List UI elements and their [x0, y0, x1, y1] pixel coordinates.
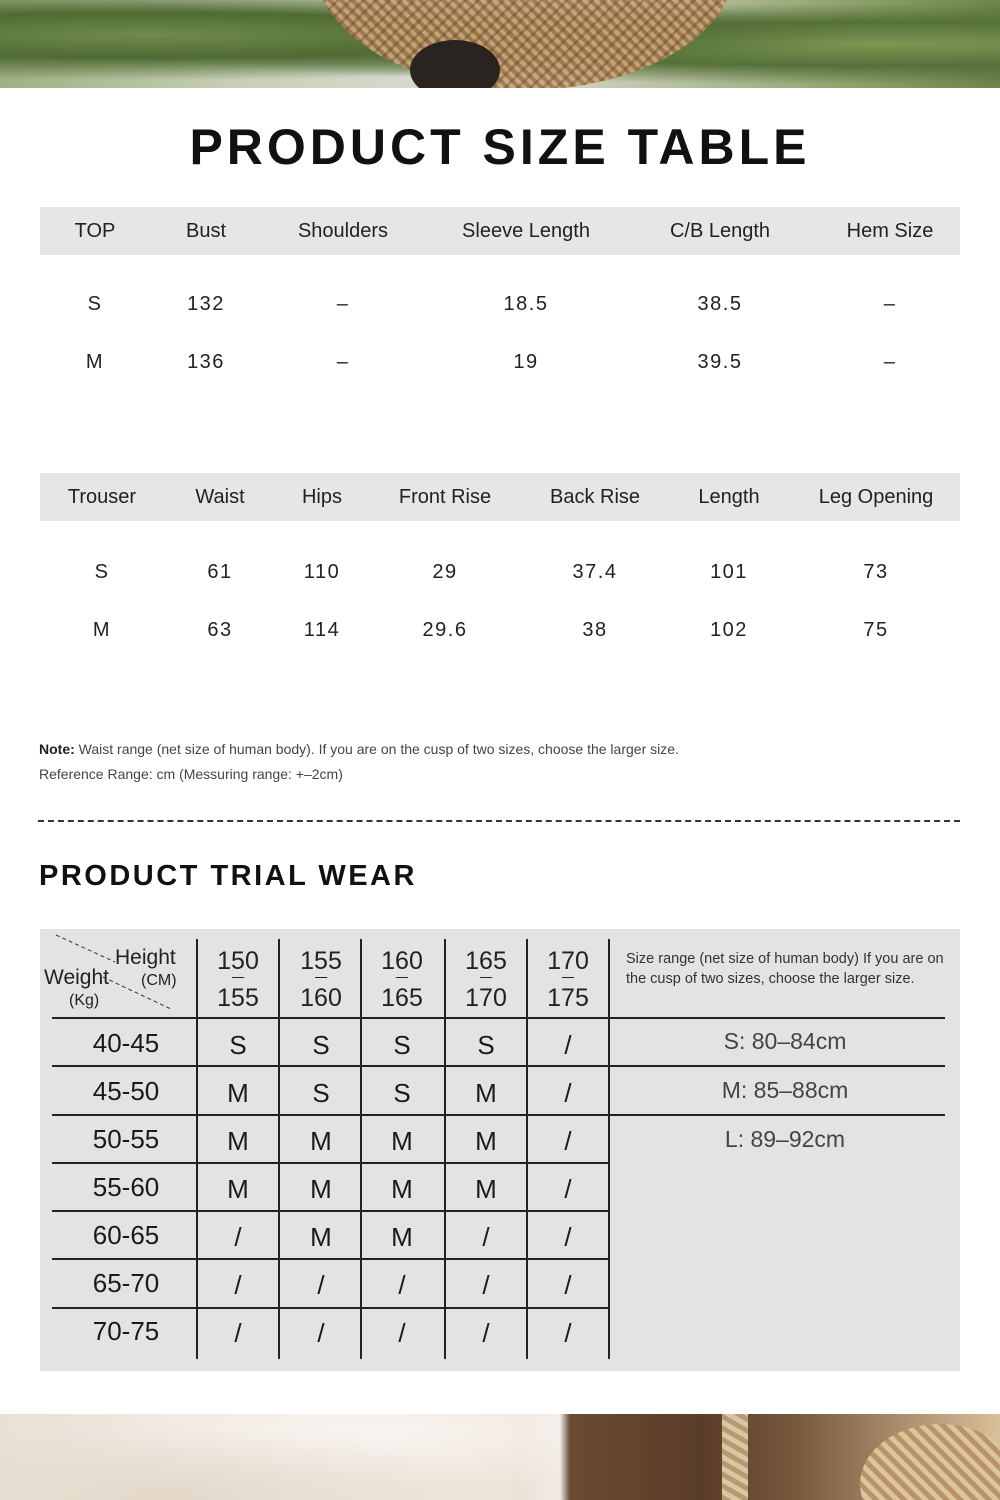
size-cell: M: [227, 1126, 249, 1156]
size-cell: M: [475, 1174, 497, 1204]
note-label: Note:: [39, 741, 75, 757]
top-header-cell: Hem Size: [846, 220, 934, 242]
height-header: [300, 943, 342, 1017]
top-cell: –: [883, 293, 897, 315]
weight-label: 45-50: [92, 1076, 160, 1106]
corner-height-label: Height: [115, 946, 176, 969]
size-cell: /: [482, 1270, 490, 1300]
page-title: PRODUCT SIZE TABLE: [189, 119, 811, 175]
height-to: 165: [381, 984, 423, 1012]
corner-weight-label: Weight: [44, 966, 109, 989]
trouser-cell: 38: [582, 619, 608, 641]
grid-line: [526, 939, 528, 1359]
height-header: [217, 943, 259, 1017]
table-row: [40, 275, 960, 333]
top-cell: –: [336, 351, 350, 373]
trouser-cell: 63: [207, 619, 233, 641]
size-cell: M: [391, 1174, 413, 1204]
height-from: 170: [547, 947, 589, 975]
size-cell: /: [564, 1078, 572, 1108]
height-from: 165: [465, 947, 507, 975]
hero-photo-bottom: [0, 1414, 1000, 1500]
height-to: 175: [547, 984, 589, 1012]
trouser-cell: 29: [432, 561, 458, 583]
height-header: [547, 943, 589, 1017]
size-cell: M: [310, 1222, 332, 1252]
size-cell: M: [227, 1174, 249, 1204]
trouser-header-cell: Trouser: [67, 486, 137, 508]
top-header-cell: TOP: [74, 220, 116, 242]
height-to: 160: [300, 984, 342, 1012]
straw-hat-image: [315, 0, 735, 88]
size-cell: M: [475, 1126, 497, 1156]
grid-line: [52, 1307, 609, 1309]
size-cell: S: [229, 1030, 247, 1060]
size-cell: /: [234, 1270, 242, 1300]
trouser-cell: 102: [710, 619, 748, 641]
grid-line: [52, 1162, 609, 1164]
trial-wear-table: [40, 929, 960, 1371]
size-cell: /: [564, 1318, 572, 1348]
weight-label: 55-60: [92, 1172, 160, 1202]
size-cell: /: [398, 1270, 406, 1300]
top-cell: 18.5: [503, 293, 549, 315]
fabric-image: [0, 1414, 560, 1500]
grid-line: [608, 939, 610, 1359]
weight-label: 60-65: [92, 1220, 160, 1250]
trouser-cell: 110: [303, 561, 341, 583]
size-cell: S: [312, 1030, 330, 1060]
top-cell: 38.5: [697, 293, 743, 315]
weight-label: 40-45: [92, 1028, 160, 1058]
table-row: [40, 333, 960, 391]
trouser-cell: 37.4: [572, 561, 618, 583]
reference-range: Reference Range: cm (Messuring range: +–2cm): [39, 766, 343, 782]
top-header-cell: Bust: [185, 220, 227, 242]
weight-label: 65-70: [92, 1268, 160, 1298]
grid-line: [52, 1114, 945, 1116]
top-header-cell: Sleeve Length: [462, 220, 590, 242]
size-cell: /: [234, 1318, 242, 1348]
top-cell: 19: [513, 351, 539, 373]
top-cell: M: [85, 351, 105, 373]
trouser-header-cell: Waist: [195, 486, 245, 508]
trouser-cell: 73: [863, 561, 889, 583]
top-header-cell: Shoulders: [297, 220, 389, 242]
top-cell: 39.5: [697, 351, 743, 373]
trouser-cell: 75: [863, 619, 889, 641]
height-header: [381, 943, 423, 1017]
top-size-table: [40, 207, 960, 391]
size-cell: /: [564, 1174, 572, 1204]
size-note: [39, 737, 679, 787]
size-cell: /: [564, 1222, 572, 1252]
trouser-header-cell: Hips: [301, 486, 343, 508]
size-cell: /: [482, 1222, 490, 1252]
table-row: [40, 601, 960, 659]
trouser-header-cell: Length: [698, 486, 760, 508]
size-cell: S: [477, 1030, 495, 1060]
trouser-table-header: [40, 473, 960, 521]
size-cell: /: [564, 1030, 572, 1060]
height-from: 155: [300, 947, 342, 975]
trouser-header-cell: Front Rise: [398, 486, 492, 508]
size-cell: M: [475, 1078, 497, 1108]
grid-line: [52, 1258, 609, 1260]
top-table-header: [40, 207, 960, 255]
height-to: 155: [217, 984, 259, 1012]
trouser-header-cell: Leg Opening: [818, 486, 934, 508]
size-cell: S: [393, 1078, 411, 1108]
note-text: Waist range (net size of human body). If you are on the cusp of two sizes, choose the larger size.: [74, 741, 679, 757]
trouser-cell: M: [92, 619, 112, 641]
size-cell: M: [391, 1126, 413, 1156]
trouser-size-table: [40, 473, 960, 659]
top-header-cell: C/B Length: [669, 220, 771, 242]
size-cell: M: [391, 1222, 413, 1252]
trouser-cell: 61: [207, 561, 233, 583]
trial-wear-title: PRODUCT TRIAL WEAR: [39, 860, 417, 892]
size-cell: /: [564, 1270, 572, 1300]
corner-kg-label: (Kg): [69, 992, 100, 1009]
size-cell: S: [393, 1030, 411, 1060]
top-cell: –: [883, 351, 897, 373]
size-cell: /: [317, 1270, 325, 1300]
hero-photo-top: [0, 0, 1000, 88]
trouser-header-cell: Back Rise: [549, 486, 641, 508]
top-cell: 136: [187, 351, 225, 373]
trouser-cell: 101: [710, 561, 748, 583]
grid-line: [278, 939, 280, 1359]
weight-label: 70-75: [92, 1316, 160, 1346]
size-range-note: Size range (net size of human body) If you are on the cusp of two sizes, choose the larger size.: [626, 951, 944, 987]
weight-label: 50-55: [92, 1124, 160, 1154]
bust-range-m: M: 85–88cm: [721, 1077, 849, 1103]
grid-line: [52, 1017, 945, 1019]
top-cell: –: [336, 293, 350, 315]
grid-line: [52, 1210, 609, 1212]
basket-image: [860, 1424, 1000, 1500]
grid-line: [360, 939, 362, 1359]
section-divider: [38, 820, 960, 822]
size-cell: /: [317, 1318, 325, 1348]
height-header: [465, 943, 507, 1017]
size-cell: /: [234, 1222, 242, 1252]
size-cell: M: [310, 1126, 332, 1156]
height-from: 150: [217, 947, 259, 975]
size-cell: S: [312, 1078, 330, 1108]
rope-image: [722, 1414, 748, 1500]
size-cell: /: [482, 1318, 490, 1348]
grid-line: [196, 939, 198, 1359]
corner-cm-label: (CM): [141, 972, 177, 989]
bust-range-l: L: 89–92cm: [724, 1126, 846, 1152]
size-cell: M: [310, 1174, 332, 1204]
bust-range-s: S: 80–84cm: [723, 1028, 847, 1054]
grid-line: [444, 939, 446, 1359]
trouser-cell: 114: [303, 619, 341, 641]
table-row: [40, 543, 960, 601]
trouser-cell: 29.6: [422, 619, 468, 641]
trouser-cell: S: [94, 561, 110, 583]
top-cell: 132: [187, 293, 225, 315]
grid-line: [52, 1065, 945, 1067]
top-cell: S: [87, 293, 103, 315]
size-cell: M: [227, 1078, 249, 1108]
height-to: 170: [465, 984, 507, 1012]
size-cell: /: [564, 1126, 572, 1156]
size-cell: /: [398, 1318, 406, 1348]
height-from: 160: [381, 947, 423, 975]
